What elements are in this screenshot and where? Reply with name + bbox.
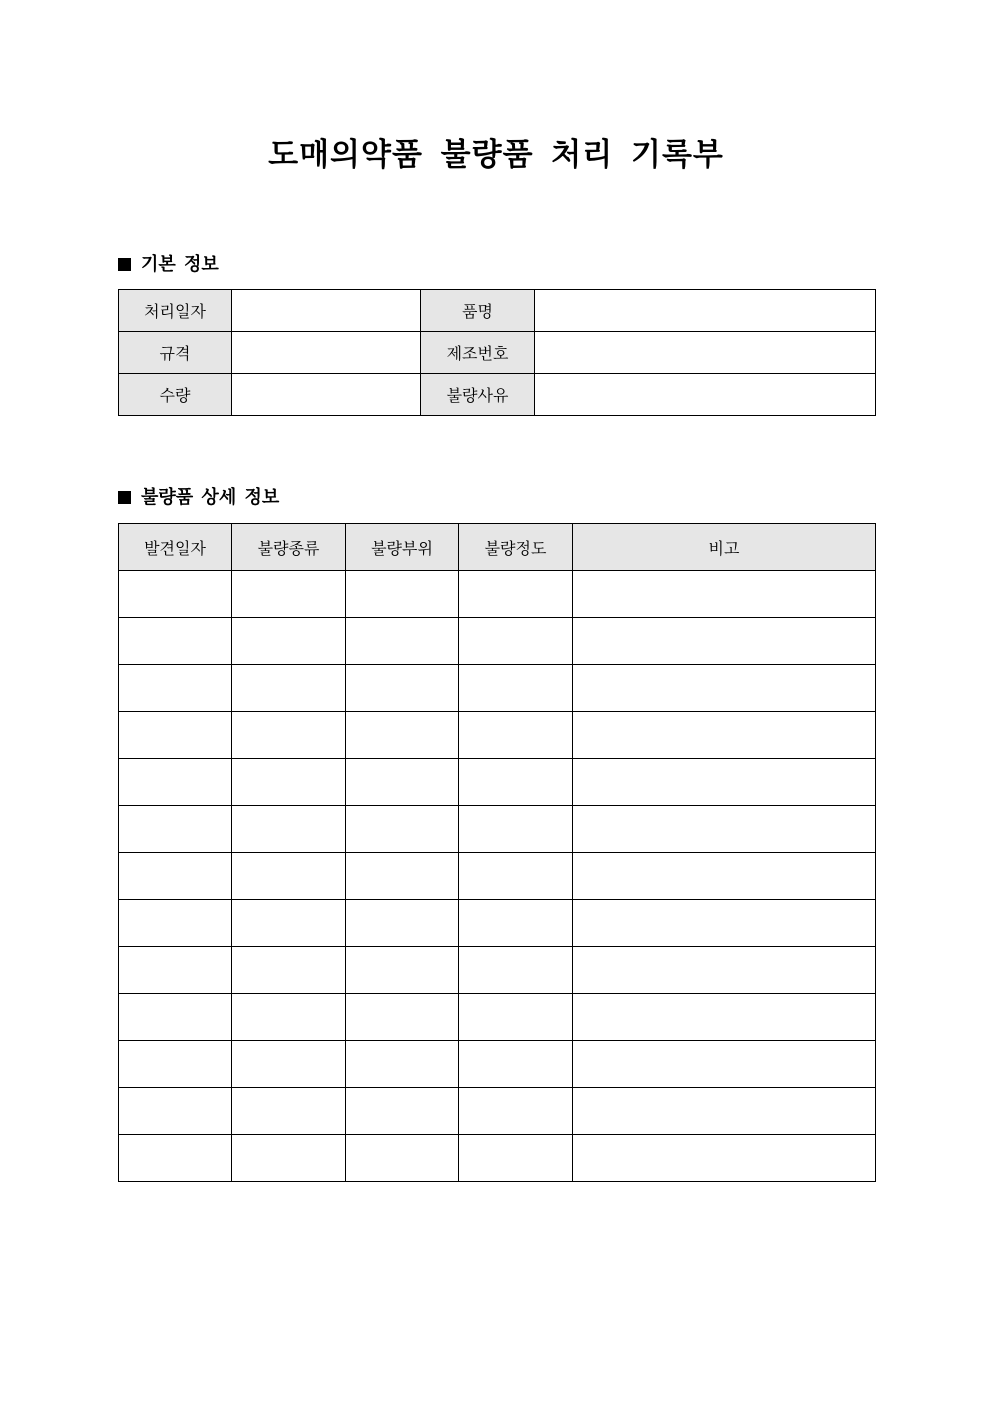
cell-defect-severity[interactable] [459, 571, 573, 618]
field-product-name[interactable] [535, 290, 876, 332]
cell-remarks[interactable] [573, 900, 876, 947]
cell-defect-severity[interactable] [459, 994, 573, 1041]
cell-defect-type[interactable] [232, 1088, 346, 1135]
cell-found-date[interactable] [119, 571, 232, 618]
cell-defect-type[interactable] [232, 806, 346, 853]
label-quantity: 수량 [119, 374, 232, 416]
cell-defect-severity[interactable] [459, 900, 573, 947]
cell-found-date[interactable] [119, 900, 232, 947]
square-bullet-icon [118, 491, 131, 504]
table-row [119, 618, 876, 665]
cell-found-date[interactable] [119, 712, 232, 759]
table-header-row [119, 524, 876, 571]
cell-found-date[interactable] [119, 806, 232, 853]
cell-defect-part[interactable] [346, 947, 459, 994]
cell-remarks[interactable] [573, 947, 876, 994]
cell-defect-part[interactable] [346, 1135, 459, 1182]
field-lot-number[interactable] [535, 332, 876, 374]
table-row [119, 1135, 876, 1182]
cell-defect-part[interactable] [346, 1041, 459, 1088]
cell-defect-severity[interactable] [459, 1041, 573, 1088]
cell-defect-part[interactable] [346, 665, 459, 712]
cell-defect-severity[interactable] [459, 618, 573, 665]
cell-defect-severity[interactable] [459, 712, 573, 759]
label-defect-reason: 불량사유 [421, 374, 535, 416]
table-row [119, 806, 876, 853]
cell-defect-type[interactable] [232, 571, 346, 618]
table-row [119, 994, 876, 1041]
cell-defect-type[interactable] [232, 900, 346, 947]
label-product-name: 품명 [421, 290, 535, 332]
table-row [119, 665, 876, 712]
cell-defect-part[interactable] [346, 994, 459, 1041]
section-heading-detail [118, 486, 279, 510]
cell-defect-part[interactable] [346, 712, 459, 759]
cell-remarks[interactable] [573, 1041, 876, 1088]
cell-found-date[interactable] [119, 1088, 232, 1135]
cell-found-date[interactable] [119, 665, 232, 712]
cell-defect-type[interactable] [232, 947, 346, 994]
table-row [119, 900, 876, 947]
table-row [119, 290, 876, 332]
table-row [119, 1041, 876, 1088]
cell-defect-severity[interactable] [459, 1088, 573, 1135]
section-heading-basic-label: 기본 정보 [141, 254, 219, 275]
cell-defect-type[interactable] [232, 618, 346, 665]
field-quantity[interactable] [232, 374, 421, 416]
table-row [119, 712, 876, 759]
defect-detail-table [118, 523, 876, 1182]
column-header: 불량부위 [346, 524, 459, 571]
cell-defect-part[interactable] [346, 759, 459, 806]
square-bullet-icon [118, 258, 131, 271]
defect-detail-body [119, 571, 876, 1182]
cell-found-date[interactable] [119, 1135, 232, 1182]
cell-defect-part[interactable] [346, 853, 459, 900]
cell-defect-severity[interactable] [459, 1135, 573, 1182]
cell-defect-severity[interactable] [459, 665, 573, 712]
section-heading-basic [118, 253, 219, 277]
table-row [119, 853, 876, 900]
cell-remarks[interactable] [573, 618, 876, 665]
column-header: 비고 [573, 524, 876, 571]
cell-defect-type[interactable] [232, 759, 346, 806]
column-header: 발견일자 [119, 524, 232, 571]
cell-found-date[interactable] [119, 1041, 232, 1088]
cell-remarks[interactable] [573, 665, 876, 712]
cell-defect-part[interactable] [346, 571, 459, 618]
table-row [119, 374, 876, 416]
cell-defect-type[interactable] [232, 1135, 346, 1182]
cell-defect-part[interactable] [346, 806, 459, 853]
field-specification[interactable] [232, 332, 421, 374]
cell-defect-part[interactable] [346, 618, 459, 665]
cell-found-date[interactable] [119, 994, 232, 1041]
cell-found-date[interactable] [119, 853, 232, 900]
basic-info-table [118, 289, 876, 416]
cell-defect-part[interactable] [346, 900, 459, 947]
cell-defect-type[interactable] [232, 712, 346, 759]
table-row [119, 1088, 876, 1135]
column-header: 불량종류 [232, 524, 346, 571]
label-specification: 규격 [119, 332, 232, 374]
cell-defect-type[interactable] [232, 1041, 346, 1088]
cell-found-date[interactable] [119, 618, 232, 665]
field-defect-reason[interactable] [535, 374, 876, 416]
cell-defect-type[interactable] [232, 994, 346, 1041]
table-row [119, 759, 876, 806]
column-header: 불량정도 [459, 524, 573, 571]
table-row [119, 332, 876, 374]
table-row [119, 571, 876, 618]
cell-defect-severity[interactable] [459, 947, 573, 994]
field-processing-date[interactable] [232, 290, 421, 332]
page-title: 도매의약품 불량품 처리 기록부 [268, 137, 724, 173]
cell-remarks[interactable] [573, 759, 876, 806]
cell-defect-type[interactable] [232, 665, 346, 712]
cell-remarks[interactable] [573, 806, 876, 853]
cell-remarks[interactable] [573, 1135, 876, 1182]
section-heading-detail-label: 불량품 상세 정보 [141, 487, 280, 508]
table-row [119, 947, 876, 994]
cell-found-date[interactable] [119, 947, 232, 994]
cell-remarks[interactable] [573, 853, 876, 900]
cell-defect-part[interactable] [346, 1088, 459, 1135]
cell-remarks[interactable] [573, 994, 876, 1041]
label-lot-number: 제조번호 [421, 332, 535, 374]
label-processing-date: 처리일자 [119, 290, 232, 332]
cell-remarks[interactable] [573, 571, 876, 618]
cell-found-date[interactable] [119, 759, 232, 806]
cell-defect-severity[interactable] [459, 853, 573, 900]
cell-defect-type[interactable] [232, 853, 346, 900]
cell-defect-severity[interactable] [459, 759, 573, 806]
cell-remarks[interactable] [573, 712, 876, 759]
cell-remarks[interactable] [573, 1088, 876, 1135]
cell-defect-severity[interactable] [459, 806, 573, 853]
